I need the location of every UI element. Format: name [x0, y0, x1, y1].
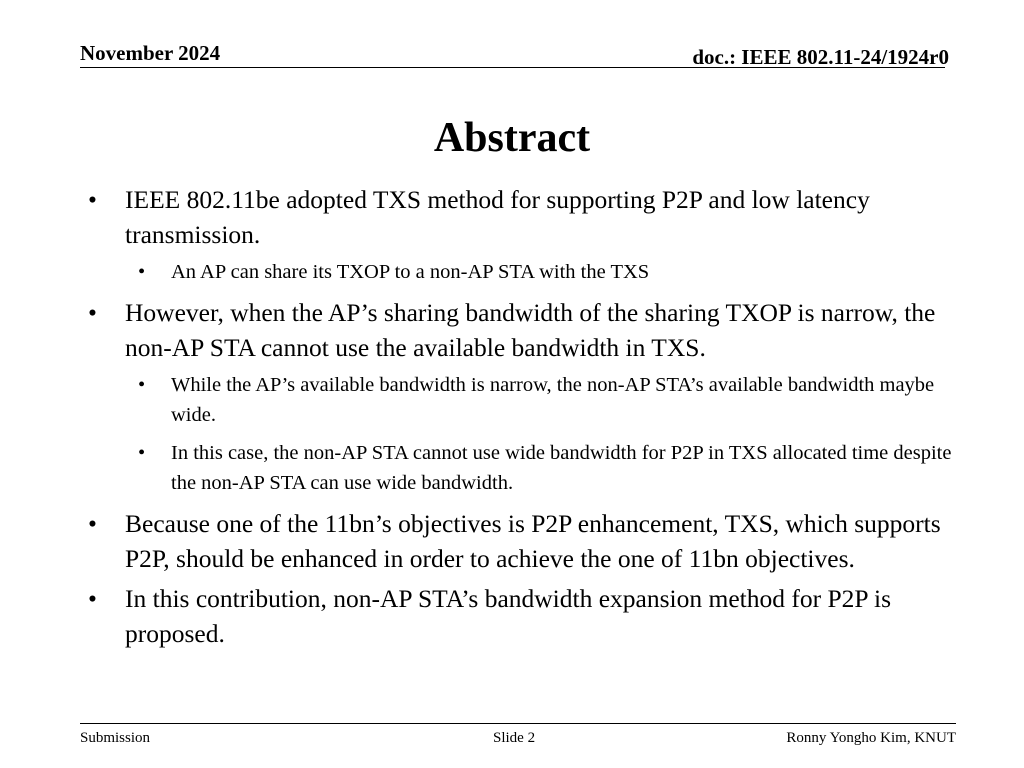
slide-title: Abstract: [433, 115, 591, 161]
sub-bullet-item: [138, 438, 958, 498]
bullet-list: [88, 182, 958, 656]
sub-bullet-item: [138, 257, 958, 287]
bullet-icon: •: [138, 261, 146, 283]
footer-author: Ronny Yongho Kim, KNUT: [786, 730, 956, 746]
sub-bullet-item: [138, 370, 958, 430]
bullet-text: In this contribution, non-AP STA’s bandwidth expansion method for P2P is proposed.: [125, 584, 892, 648]
footer-slide-number: Slide 2: [493, 730, 536, 746]
bullet-item: [88, 295, 958, 365]
bullet-icon: •: [88, 185, 97, 214]
bullet-item: [88, 182, 958, 252]
bullet-icon: •: [138, 442, 146, 464]
sub-bullet-text: An AP can share its TXOP to a non-AP STA with the TXS: [171, 261, 650, 283]
bullet-item: [88, 506, 958, 576]
footer-submission: Submission: [80, 730, 151, 746]
sub-bullet-text: While the AP’s available bandwidth is narrow, the non-AP STA’s available bandwidth maybe wide.: [171, 374, 935, 426]
bullet-icon: •: [88, 509, 97, 538]
bullet-text: However, when the AP’s sharing bandwidth of the sharing TXOP is narrow, the non-AP STA cannot use the available bandwidth in TXS.: [125, 298, 936, 362]
bullet-item: [88, 581, 958, 651]
bullet-icon: •: [88, 298, 97, 327]
bullet-text: IEEE 802.11be adopted TXS method for supporting P2P and low latency transmission.: [125, 185, 870, 249]
sub-bullet-text: In this case, the non-AP STA cannot use wide bandwidth for P2P in TXS allocated time despite the non-AP STA can use wide bandwidth.: [171, 442, 952, 494]
bullet-icon: •: [138, 374, 146, 396]
bullet-icon: •: [88, 584, 97, 613]
header-date: November 2024: [80, 41, 221, 65]
footer-divider: [80, 723, 956, 724]
header-divider: [80, 67, 945, 68]
bullet-text: Because one of the 11bn’s objectives is P2P enhancement, TXS, which supports P2P, should be enhanced in order to achieve the one of 11bn objectives.: [125, 509, 941, 573]
header-doc-id: doc.: IEEE 802.11-24/1924r0: [692, 45, 949, 69]
